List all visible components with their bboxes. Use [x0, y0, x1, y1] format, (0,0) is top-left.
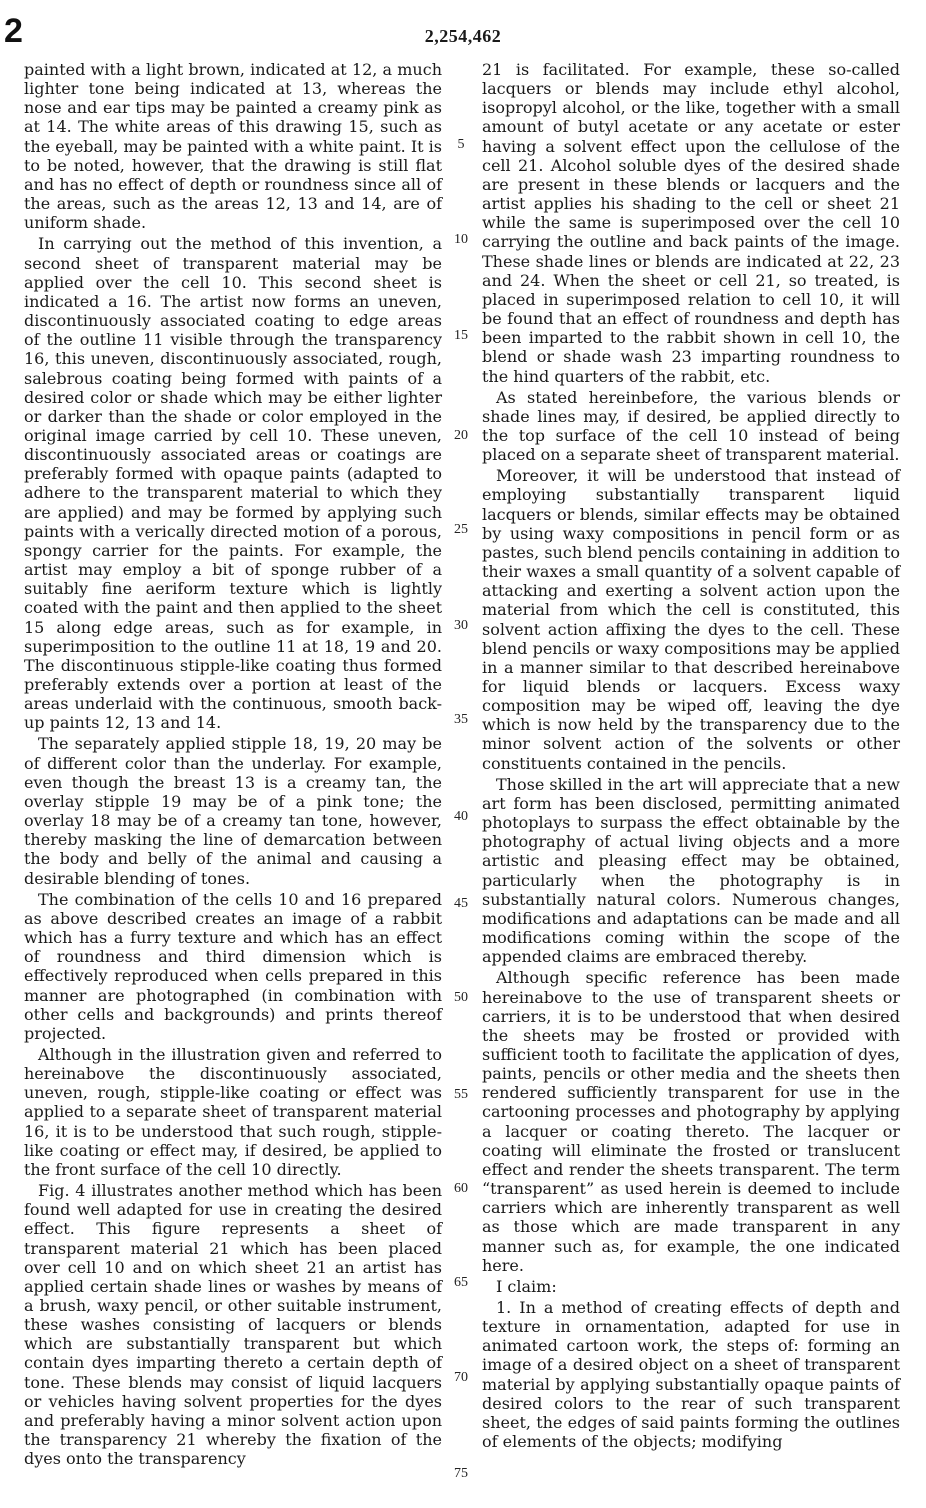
- line-number: 45: [454, 896, 468, 911]
- line-number: 30: [454, 618, 468, 633]
- line-number: 10: [454, 232, 468, 247]
- paragraph: In carrying out the method of this invention, a second sheet of transparent material may be applied over the cell 10. This second sheet is indicated a 16. The artist now forms an uneven, discontinuously associated coating to edge areas of the outline 11 visible through the transparency 16, this uneven, discontinuously associated, rough, salebrous coating being formed with paints of a desired color or shade which may be either lighter or darker than the shade or color employed in the original image carried by cell 10. These uneven, discontinuously associated areas or coatings are preferably formed with opaque paints (adapted to adhere to the transparent material to which they are applied) and may be formed by applying such paints with a verically directed motion of a porous, spongy carrier for the paints. For example, the artist may employ a bit of sponge rubber of a suitably fine aeriform texture which is lightly coated with the paint and then applied to the sheet 15 along edge areas, such as for example, in superimposition to the outline 11 at 18, 19 and 20. The discontinuous stipple-like coating thus formed preferably extends over a portion at least of the areas underlaid with the continuous, smooth back-up paints 12, 13 and 14.: [24, 234, 442, 733]
- line-number: 15: [454, 328, 468, 343]
- left-column: [24, 60, 442, 1470]
- right-column: [482, 60, 900, 1453]
- paragraph: Fig. 4 illustrates another method which has been found well adapted for use in creating the desired effect. This figure represents a sheet of transparent material 21 which has been placed over cell 10 and on which sheet 21 an artist has applied certain shade lines or washes by means of a brush, waxy pencil, or other suitable instrument, these washes consisting of lacquers or blends which are substantially transparent but which contain dyes imparting thereto a certain depth of tone. These blends may consist of liquid lacquers or vehicles having solvent properties for the dyes and preferably having a minor solvent action upon the transparency 21 whereby the fixation of the dyes onto the transparency: [24, 1181, 442, 1469]
- paragraph: Although specific reference has been made hereinabove to the use of transparent sheets or carriers, it is to be understood that when desired the sheets may be frosted or provided with sufficient tooth to facilitate the application of dyes, paints, pencils or other media and the sheets then rendered sufficiently transparent for use in the cartooning processes and photography by applying a lacquer or coating thereto. The lacquer or coating will eliminate the frosted or translucent effect and render the sheets transparent. The term “transparent” as used herein is deemed to include carriers which are inherently transparent as well as those which are made transparent in any manner such as, for example, the one indicated here.: [482, 968, 900, 1275]
- line-number: 75: [454, 1466, 468, 1481]
- claim-heading: I claim:: [496, 1276, 557, 1296]
- page-number: 2: [4, 12, 23, 50]
- paragraph: Those skilled in the art will appreciate that a new art form has been disclosed, permitting animated photoplays to surpass the effect obtainable by the photography of actual living objects and a more artistic and pleasing effect may be obtained, particularly when the photography is in substantially natural colors. Numerous changes, modifications and adaptations can be made and all modifications coming within the scope of the appended claims are embraced thereby.: [482, 774, 900, 967]
- line-number: 35: [454, 712, 468, 727]
- paragraph: As stated hereinbefore, the various blends or shade lines may, if desired, be applied directly to the top surface of the cell 10 instead of being placed on a separate sheet of transparent material.: [482, 387, 900, 465]
- line-number: 60: [454, 1181, 468, 1196]
- line-number: 25: [454, 522, 468, 537]
- paragraph: painted with a light brown, indicated at 12, a much lighter tone being indicated at 13, whereas the nose and ear tips may be painted a creamy pink as at 14. The white areas of this drawing 15, such as the eyeball, may be painted with a white paint. It is to be noted, however, that the drawing is still flat and has no effect of depth or roundness since all of the areas, such as the areas 12, 13 and 14, are of uniform shade.: [24, 60, 442, 233]
- line-number: 65: [454, 1275, 468, 1290]
- paragraph: Although in the illustration given and referred to hereinabove the discontinuously associated, uneven, rough, stipple-like coating or effect was applied to a separate sheet of transparent material 16, it is to be understood that such rough, stipple-like coating or effect may, if desired, be applied to the front surface of the cell 10 directly.: [24, 1044, 442, 1179]
- paragraph: The separately applied stipple 18, 19, 20 may be of different color than the underlay. For example, even though the breast 13 is a creamy tan, the overlay stipple 19 may be of a pink tone; the overlay 18 may be of a creamy tan tone, however, thereby masking the line of demarcation between the body and belly of the animal and causing a desirable blending of tones.: [24, 734, 442, 888]
- paragraph: The combination of the cells 10 and 16 prepared as above described creates an image of a rabbit which has a furry texture and which has an effect of roundness and third dimension which is effectively reproduced when cells prepared in this manner are photographed (in combination with other cells and backgrounds) and prints thereof projected.: [24, 889, 442, 1043]
- line-number: 5: [457, 137, 465, 152]
- line-number: 20: [454, 428, 468, 443]
- line-number: 55: [454, 1087, 468, 1102]
- paragraph: Moreover, it will be understood that instead of employing substantially transparent liquid lacquers or blends, similar effects may be obtained by using waxy compositions in pencil form or as pastes, such blend pencils containing in addition to their waxes a small quantity of a solvent capable of attacking and exerting a solvent action upon the material from which the cell is constituted, this solvent action affixing the dyes to the cell. These blend pencils or waxy compositions may be applied in a manner similar to that described hereinabove for liquid blends or lacquers. Excess waxy composition may be wiped off, leaving the dye which is now held by the transparency due to the minor solvent action of the solvents or other constituents contained in the pencils.: [482, 466, 900, 773]
- line-number: 50: [454, 990, 468, 1005]
- line-number: 70: [454, 1370, 468, 1385]
- paragraph: 21 is facilitated. For example, these so-called lacquers or blends may include ethyl alcohol, isopropyl alcohol, or the like, together with a small amount of butyl acetate or any acetate or ester having a solvent effect upon the cellulose of the cell 21. Alcohol soluble dyes of the desired shade are present in these blends or lacquers and the artist applies his shading to the cell or sheet 21 while the same is superimposed over the cell 10 carrying the outline and back paints of the image. These shade lines or blends are indicated at 22, 23 and 24. When the sheet or cell 21, so treated, is placed in superimposed relation to cell 10, it will be found that an effect of roundness and depth has been imparted to the rabbit shown in cell 10, the blend or shade wash 23 imparting roundness to the hind quarters of the rabbit, etc.: [482, 60, 900, 386]
- patent-number: 2,254,462: [424, 26, 502, 46]
- claim-text: 1. In a method of creating effects of depth and texture in ornamentation, adapted for use in animated cartoon work, the steps of: forming an image of a desired object on a sheet of transparent material by applying substantially opaque paints of desired colors to the rear of such transparent sheet, the edges of said paints forming the outlines of elements of the objects; modifying: [482, 1298, 900, 1452]
- line-number: 40: [454, 809, 468, 824]
